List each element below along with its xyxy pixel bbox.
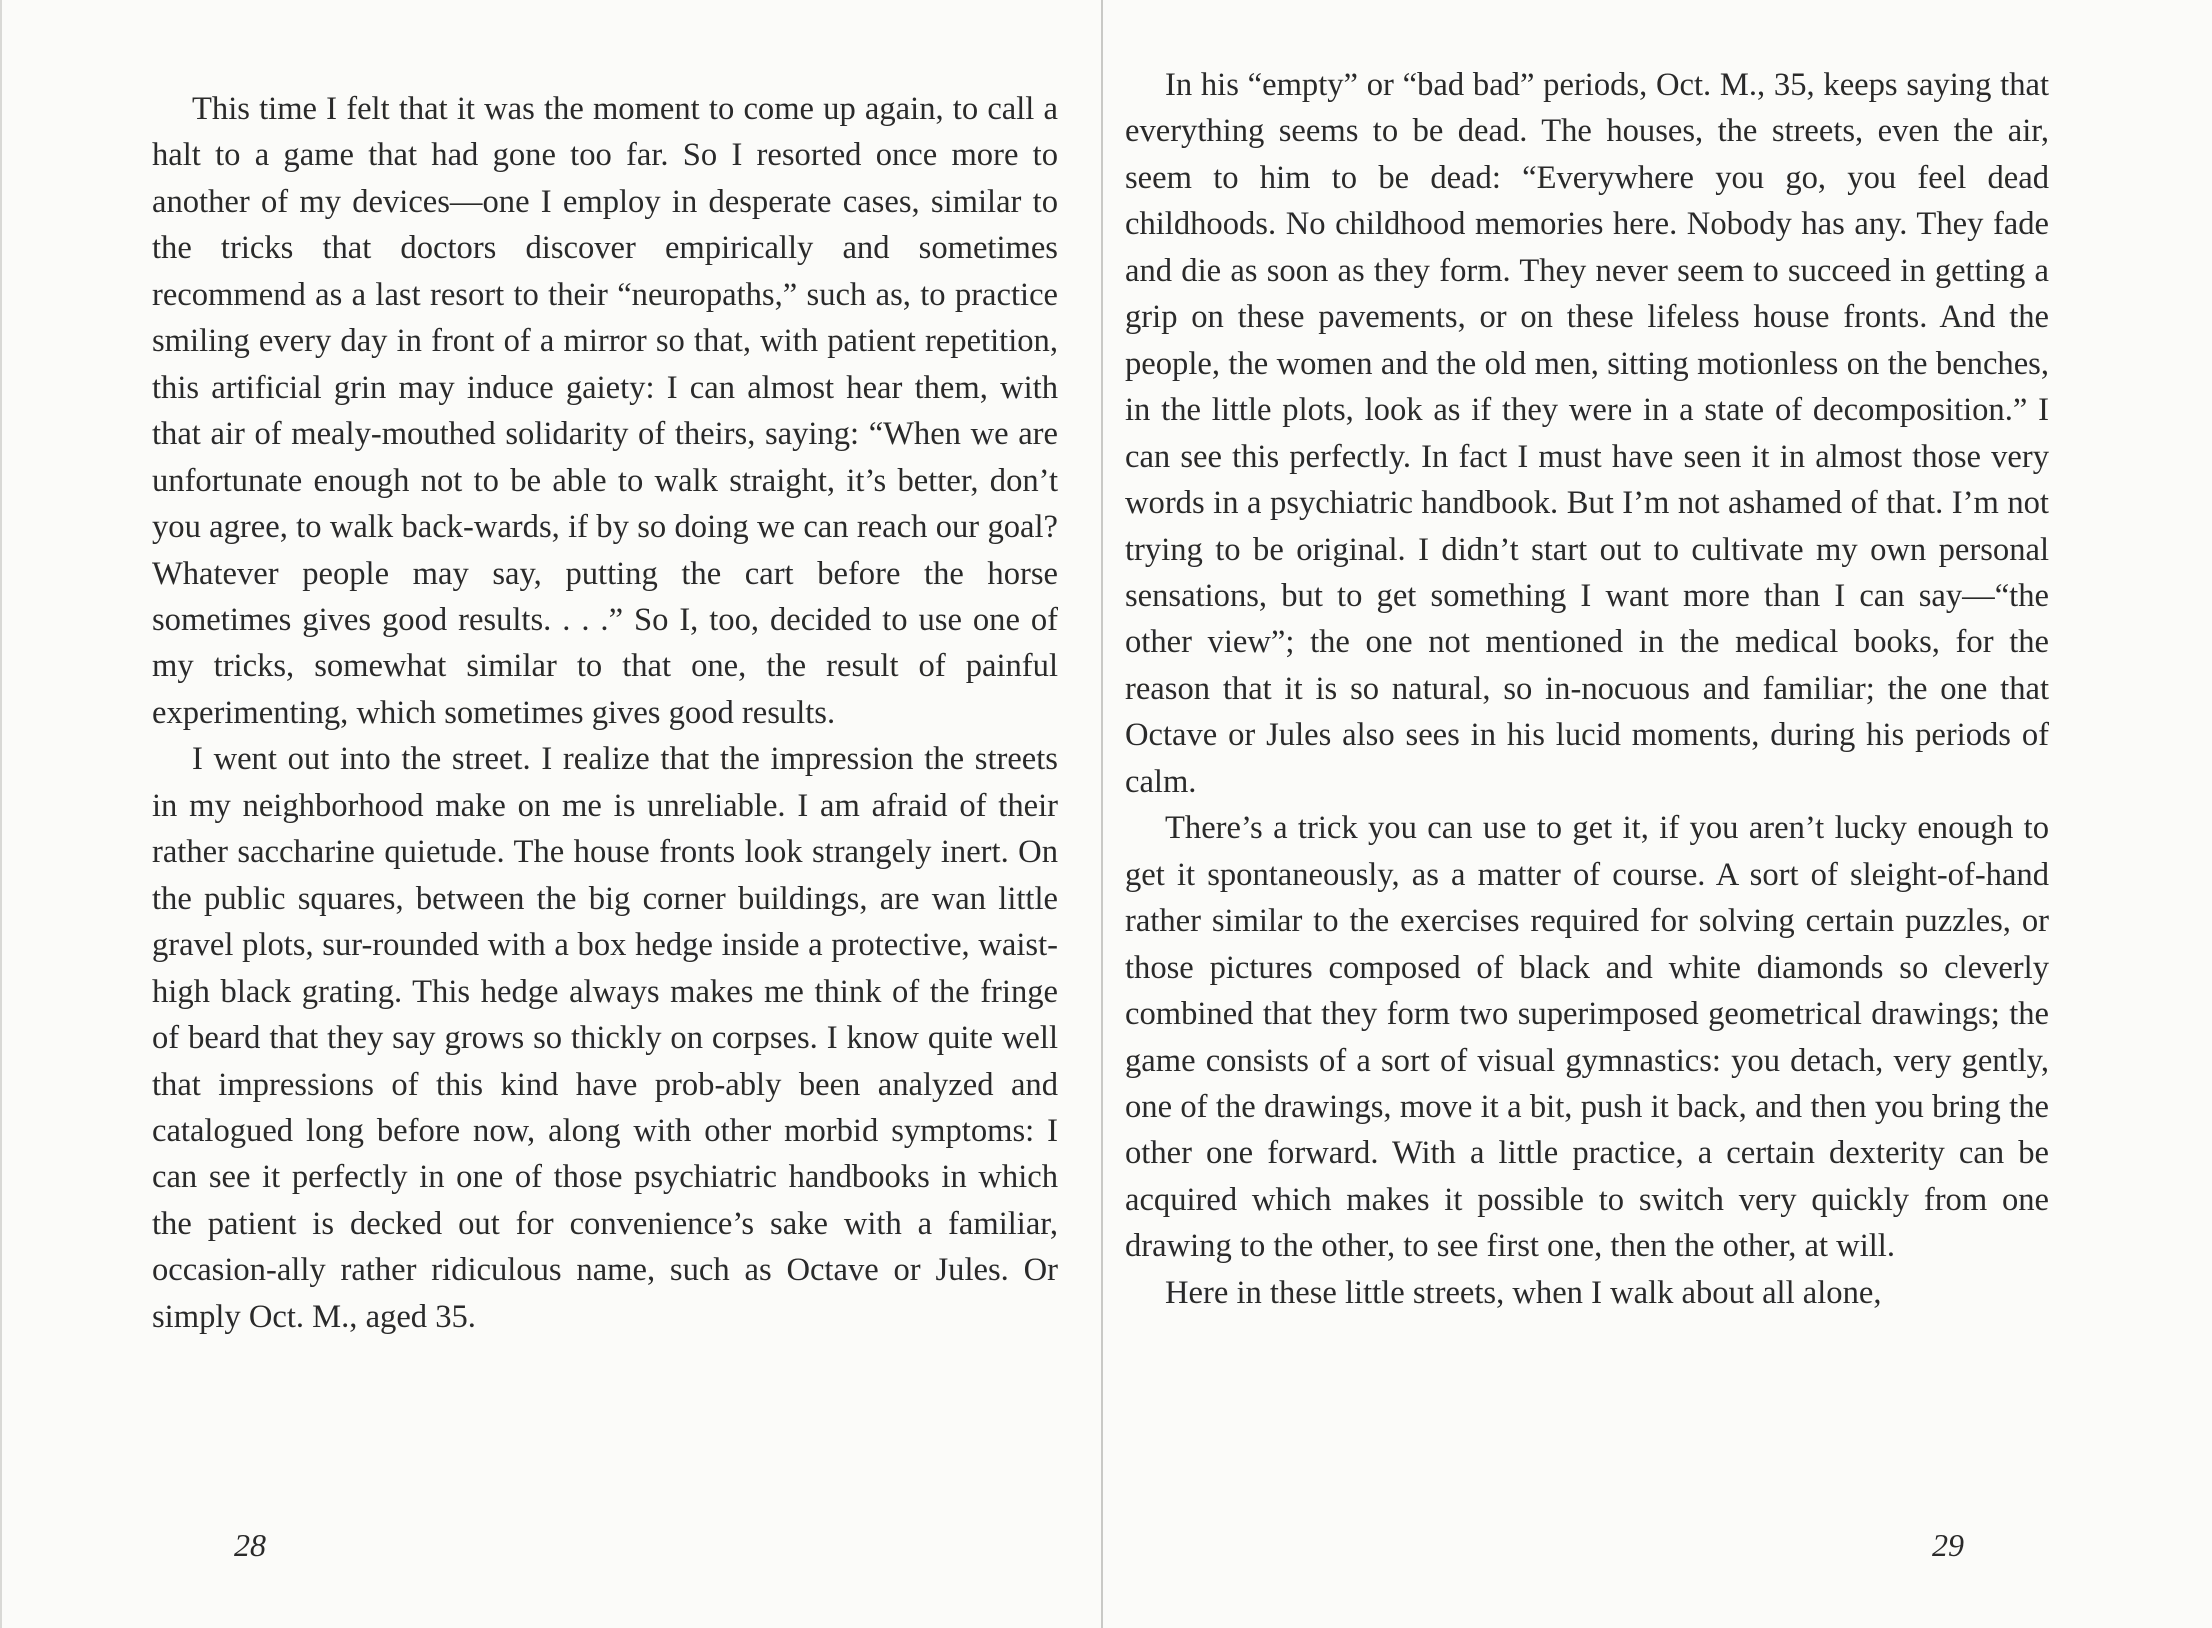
paragraph: Here in these little streets, when I walk about all alone, xyxy=(1165,1274,1882,1311)
right-page xyxy=(1103,0,2212,1628)
paragraph: This time I felt that it was the moment to come up again, to call a halt to a game that had gone too far. So I resorted once more to another of my devices—one I employ in desperate cases, similar to the tricks that doctors discover empirically and sometimes recommend as a last resort to their “neuropaths,” such as, to practice smiling every day in front of a mirror so that, with patient repetition, this artificial grin may induce gaiety: I can almost hear them, with that air of mealy-mouthed solidarity of theirs, saying: “When we are unfortunate enough not to be able to walk straight, it’s better, don’t you agree, to walk back-wards, if by so doing we can reach our goal? Whatever people may say, putting the cart before the horse sometimes gives good results. . . .” So I, too, decided to use one of my tricks, somewhat similar to that one, the result of painful experimenting, which sometimes gives good results. xyxy=(152,91,1058,731)
right-page-body xyxy=(1125,62,2049,1316)
paragraph: In his “empty” or “bad bad” periods, Oct. M., 35, keeps saying that everything seems to be dead. The houses, the streets, even the air, seem to him to be dead: “Everywhere you go, you feel dead childhoods. No childhood memories here. Nobody has any. They fade and die as soon as they form. They never seem to succeed in getting a grip on these pavements, or on these lifeless house fronts. And the people, the women and the old men, sitting motionless on the benches, in the little plots, look as if they were in a state of decomposition.” I can see this perfectly. In fact I must have seen it in almost those very words in a psychiatric handbook. But I’m not ashamed of that. I’m not trying to be original. I didn’t start out to cultivate my own personal sensations, but to get something I want more than I can say—“the other view”; the one not mentioned in the medical books, for the reason that it is so natural, so in-nocuous and familiar; the one that Octave or Jules also sees in his lucid moments, during his periods of calm. xyxy=(1125,67,2049,800)
page-number: 28 xyxy=(234,1527,266,1563)
left-page-body xyxy=(152,86,1058,1340)
paragraph: I went out into the street. I realize that the impression the streets in my neighborhood make on me is unreliable. I am afraid of their rather saccharine quietude. The house fronts look strangely inert. On the public squares, between the big corner buildings, are wan little gravel plots, sur-rounded with a box hedge inside a protective, waist-high black grating. This hedge always makes me think of the fringe of beard that they say grows so thickly on corpses. I know quite well that impressions of this kind have prob-ably been analyzed and catalogued long before now, along with other morbid symptoms: I can see it perfectly in one of those psychiatric handbooks in which the patient is decked out for convenience’s sake with a familiar, occasion-ally rather ridiculous name, such as Octave or Jules. Or simply Oct. M., aged 35. xyxy=(152,741,1058,1335)
paragraph: There’s a trick you can use to get it, if you aren’t lucky enough to get it spontaneously, as a matter of course. A sort of sleight-of-hand rather similar to the exercises required for solving certain puzzles, or those pictures composed of black and white diamonds so cleverly combined that they form two superimposed geometrical drawings; the game consists of a sort of visual gymnastics: you detach, very gently, one of the drawings, move it a bit, push it back, and then you bring the other one forward. With a little practice, a certain dexterity can be acquired which makes it possible to switch very quickly from one drawing to the other, to see first one, then the other, at will. xyxy=(1125,810,2049,1265)
page-number: 29 xyxy=(1932,1527,1964,1563)
left-page xyxy=(0,0,1102,1628)
